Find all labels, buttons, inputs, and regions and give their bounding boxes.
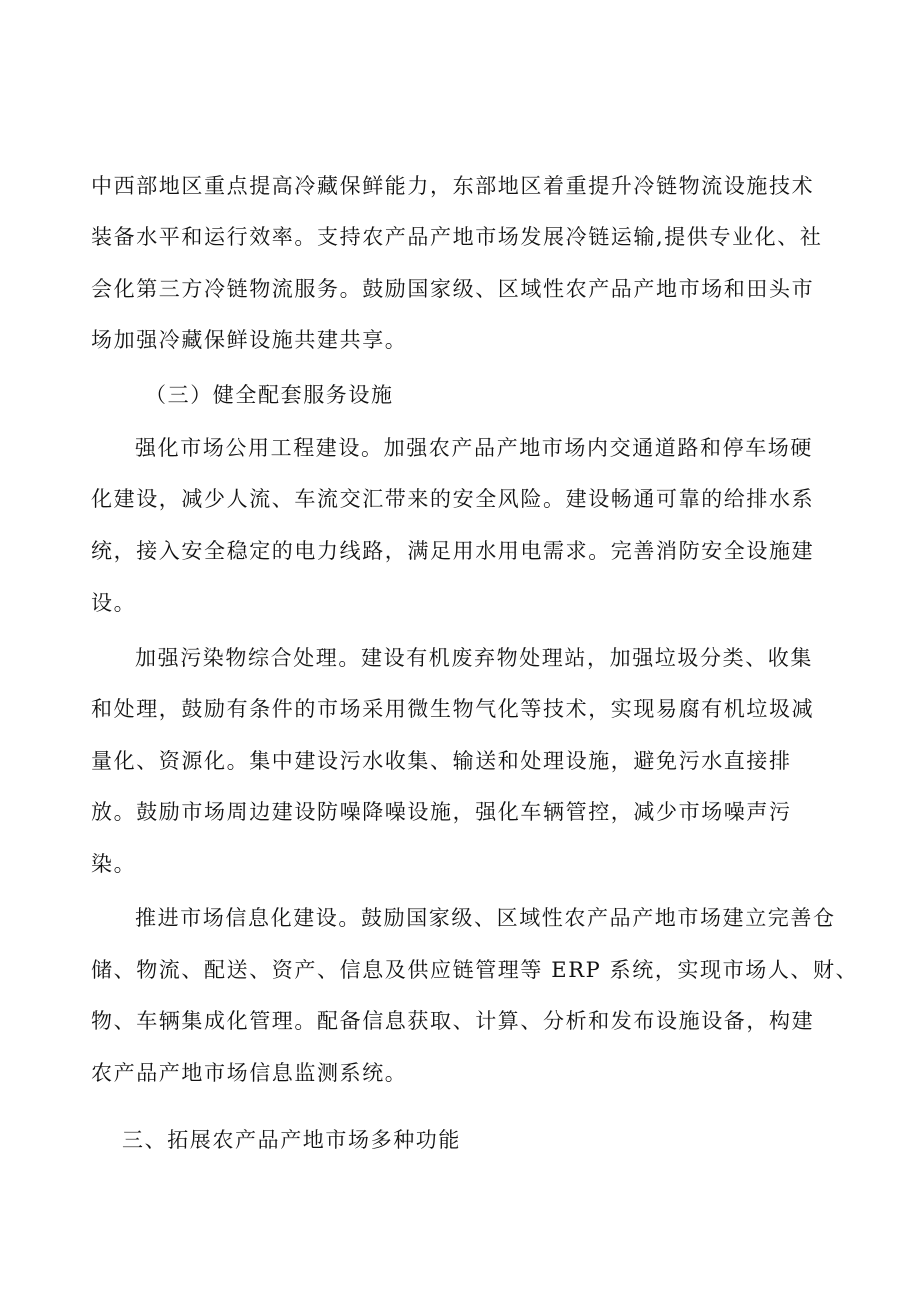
paragraph-line: 量化、资源化。集中建设污水收集、输送和处理设施，避免污水直接排 <box>91 749 792 773</box>
paragraph-line: 强化市场公用工程建设。加强农产品产地市场内交通道路和停车场硬 <box>135 436 813 460</box>
paragraph-line: 装备水平和运行效率。支持农产品产地市场发展冷链运输,提供专业化、社 <box>91 225 823 249</box>
subsection-heading: （三）健全配套服务设施 <box>145 383 394 407</box>
paragraph-line: 设。 <box>91 591 137 615</box>
paragraph-line: 物、车辆集成化管理。配备信息获取、计算、分析和发布设施设备，构建 <box>91 1009 815 1033</box>
paragraph-line: 染。 <box>91 852 137 876</box>
paragraph-line: 放。鼓励市场周边建设防噪降噪设施，强化车辆管控，减少市场噪声污 <box>91 800 792 824</box>
paragraph-line: 统，接入安全稳定的电力线路，满足用水用电需求。完善消防安全设施建 <box>91 539 815 563</box>
paragraph-line: 和处理，鼓励有条件的市场采用微生物气化等技术，实现易腐有机垃圾减 <box>91 697 815 721</box>
paragraph-line: 场加强冷藏保鲜设施共建共享。 <box>91 328 408 352</box>
paragraph-line: 化建设，减少人流、车流交汇带来的安全风险。建设畅通可靠的给排水系 <box>91 487 815 511</box>
section-heading: 三、拓展农产品产地市场多种功能 <box>122 1128 461 1152</box>
paragraph-line: 会化第三方冷链物流服务。鼓励国家级、区域性农产品产地市场和田头市 <box>91 277 815 301</box>
paragraph-line: 推进市场信息化建设。鼓励国家级、区域性农产品产地市场建立完善仓 <box>135 906 836 930</box>
paragraph-line: 中西部地区重点提高冷藏保鲜能力，东部地区着重提升冷链物流设施技术 <box>91 174 815 198</box>
paragraph-line: 加强污染物综合处理。建设有机废弃物处理站，加强垃圾分类、收集 <box>135 646 813 670</box>
paragraph-line: 农产品产地市场信息监测系统。 <box>91 1061 408 1085</box>
paragraph-line: 储、物流、配送、资产、信息及供应链管理等 ERP 系统，实现市场人、财、 <box>91 958 859 982</box>
